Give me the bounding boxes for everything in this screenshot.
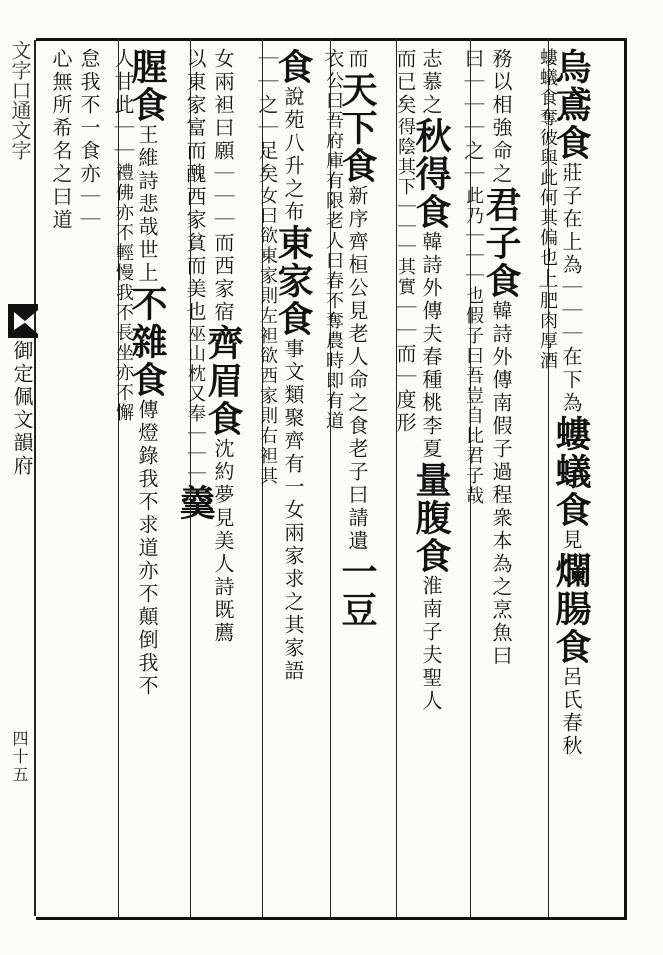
headword: 量腹食 (410, 461, 452, 575)
citation-text: 衣 (321, 48, 345, 71)
text-column (174, 48, 216, 522)
citation-text: ｜｜而｜度形 (393, 297, 417, 435)
citation-text: 怠我不一食亦｜｜ (77, 48, 101, 232)
citation-text: 志慕之 (419, 48, 443, 117)
fish-tail-mark-icon (6, 300, 40, 340)
citation-text: 曰｜｜｜之｜ (461, 48, 485, 186)
text-column (272, 48, 314, 683)
text-column (48, 48, 74, 232)
citation-text: 人甘此｜｜ (111, 48, 135, 163)
headword: 秋得食 (410, 117, 452, 231)
citation-text: 心無所希名之曰道 (49, 48, 73, 232)
citation-text: 呂氏春秋 (559, 666, 583, 758)
annotation-text: 公曰吾府庫有限老人曰春不奪農時即有道 (323, 71, 344, 431)
annotation-text: 巫山枕又奉｜｜｜ (185, 324, 206, 484)
annotation-text: 此乃｜｜｜也假子曰吾豈自比君子哉 (463, 186, 484, 506)
citation-text: 而 (345, 48, 369, 71)
headword: 爛腸食 (550, 552, 592, 666)
headword: 羹 (174, 484, 216, 522)
text-column (550, 48, 592, 758)
text-column (202, 48, 244, 645)
headword: 君子食 (480, 186, 522, 300)
citation-text: 見 (559, 529, 583, 552)
annotation-text: 螻蟻食奪彼與此何其偏也 (537, 48, 558, 268)
text-column (320, 48, 346, 431)
text-column (410, 48, 452, 713)
citation-text: 淮南子夫聖人 (419, 575, 443, 713)
book-title: 御定佩文韻府 (10, 340, 34, 478)
text-column (76, 48, 102, 232)
citation-text: 以東家富而醜西家貧而美也 (183, 48, 207, 324)
citation-text: 說苑八升之布 (281, 86, 305, 224)
citation-text: 而已矣 (393, 48, 417, 117)
margin-partial-text: 文字口通文字 (8, 40, 32, 160)
text-column (254, 48, 280, 486)
text-column (480, 48, 522, 668)
citation-text: 韓詩外傳南假子過程衆本為之烹魚曰 (489, 300, 513, 668)
headword: 東家食 (272, 224, 314, 338)
citation-text: ｜｜之｜足矣 (255, 48, 279, 186)
headword: 天下食 (336, 71, 378, 185)
annotation-text: 女曰欲東家則左袒欲西家則右袒其 (257, 186, 278, 486)
citation-text: 上 (535, 268, 559, 291)
headword: 螻蟻食 (550, 415, 592, 529)
text-column (126, 48, 168, 698)
citation-text: 務以相強命之 (489, 48, 513, 186)
annotation-text: 禮佛亦不輕慢我不長坐亦不懈 (113, 163, 134, 423)
text-column (336, 48, 378, 629)
text-column (110, 48, 136, 423)
annotation-text: 得陰其下｜｜｜其實 (395, 117, 416, 297)
left-border-rule (34, 40, 36, 916)
citation-text: 韓詩外傳夫春種桃李夏 (419, 231, 443, 461)
headword: 一豆 (336, 553, 378, 629)
text-column (392, 48, 418, 435)
annotation-text: 肥肉厚酒 (537, 291, 558, 371)
text-column (534, 48, 560, 371)
headword: 烏鳶食 (550, 48, 592, 162)
citation-text: 傳燈錄我不求道亦不顛倒我不 (135, 399, 159, 698)
page-number: 四十五 (10, 730, 29, 784)
citation-text: 新序齊桓公見老人命之食老子曰請遺 (345, 185, 369, 553)
headword: 不雜食 (126, 285, 168, 399)
headword: 腥食 (126, 48, 168, 124)
citation-text: 事文類聚齊有一女兩家求之其家語 (281, 338, 305, 683)
citation-text: 王維詩悲哉世上 (135, 124, 159, 285)
text-column (460, 48, 486, 506)
citation-text: 女兩袒曰願｜｜｜而西家宿 (211, 48, 235, 324)
headword: 食 (272, 48, 314, 86)
headword: 齊眉食 (202, 324, 244, 438)
citation-text: 莊子在上為｜｜｜在下為 (559, 162, 583, 415)
citation-text: 沈約夢見美人詩既薦 (211, 438, 235, 645)
